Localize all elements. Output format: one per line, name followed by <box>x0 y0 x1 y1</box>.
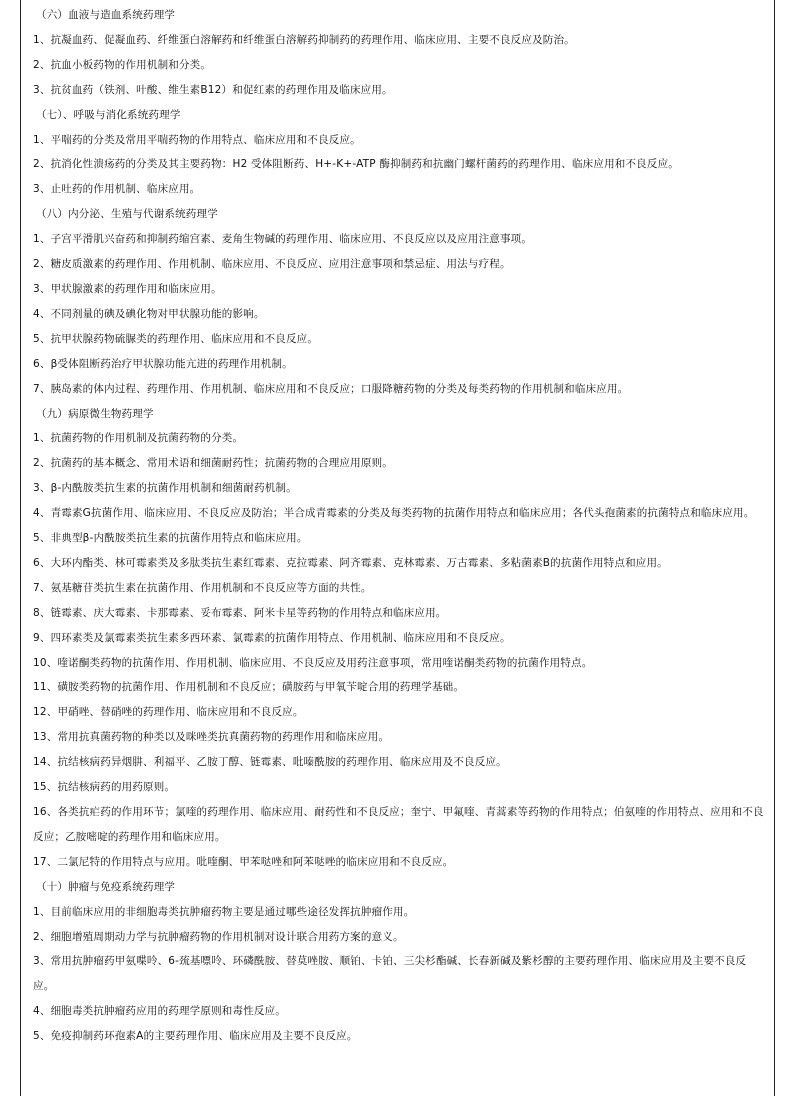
list-item: 7、氨基糖苷类抗生素在抗菌作用、作用机制和不良反应等方面的共性。 <box>33 581 372 594</box>
section-heading: （六）血液与造血系统药理学 <box>36 9 176 21</box>
list-item: 2、糖皮质激素的药理作用、作用机制、临床应用、不良反应、应用注意事项和禁忌症、用法与疗程。 <box>33 258 511 271</box>
section-heading: （九）病原微生物药理学 <box>36 407 154 420</box>
list-item: 12、甲硝唑、替硝唑的药理作用、临床应用和不良反应。 <box>33 706 304 719</box>
list-item: 5、非典型β-内酰胺类抗生素的抗菌作用特点和临床应用。 <box>33 532 308 545</box>
list-item: 7、胰岛素的体内过程、药理作用、作用机制、临床应用和不良反应；口服降糖药物的分类及每类药物的作用机制和临床应用。 <box>33 382 629 395</box>
section-heading: （七）、呼吸与消化系统药理学 <box>36 108 181 121</box>
list-item: 5、免疫抑制药环孢素A的主要药理作用、临床应用及主要不良反应。 <box>33 1030 358 1043</box>
list-item: 10、喹诺酮类药物的抗菌作用、作用机制、临床应用、不良反应及用药注意事项，常用喹诺酮类药物的抗菌作用特点。 <box>33 656 593 669</box>
list-item: 14、抗结核病药异烟肼、利福平、乙胺丁醇、链霉素、吡嗪酰胺的药理作用、临床应用及不良反应。 <box>33 756 507 769</box>
list-item: 2、抗菌药的基本概念、常用术语和细菌耐药性；抗菌药物的合理应用原则。 <box>33 457 393 470</box>
list-item: 1、抗凝血药、促凝血药、纤维蛋白溶解药和纤维蛋白溶解药抑制药的药理作用、临床应用、主要不良反应及防治。 <box>33 33 575 46</box>
list-item: 3、常用抗肿瘤药甲氨喋呤、6-巯基嘌呤、环磷酰胺、替莫唑胺、顺铂、卡铂、三尖杉酯碱、长春新碱及紫杉醇的主要药理作用、临床应用及主要不良反应。 <box>33 955 747 993</box>
list-item: 4、不同剂量的碘及碘化物对甲状腺功能的影响。 <box>33 307 265 320</box>
list-item: 17、二氯尼特的作用特点与应用。吡喹酮、甲苯哒唑和阿苯哒唑的临床应用和不良反应。 <box>33 855 454 868</box>
list-item: 2、抗血小板药物的作用机制和分类。 <box>33 58 212 71</box>
list-item: 16、各类抗疟药的作用环节；氯喹的药理作用、临床应用、耐药性和不良反应；奎宁、甲氟喹、青蒿素等药物的作用特点；伯氨喹的作用特点、应用和不良反应；乙胺嘧啶的药理作用和临床应用。 <box>33 806 764 843</box>
list-item: 2、抗消化性溃疡药的分类及其主要药物：H2 受体阻断药、H+-K+-ATP 酶抑制药和抗幽门螺杆菌药的药理作用、临床应用和不良反应。 <box>33 158 679 171</box>
list-item: 6、β受体阻断药治疗甲状腺功能亢进的药理作用机制。 <box>33 357 293 370</box>
list-item: 1、目前临床应用的非细胞毒类抗肿瘤药物主要是通过哪些途径发挥抗肿瘤作用。 <box>33 905 415 918</box>
list-item: 3、β-内酰胺类抗生素的抗菌作用机制和细菌耐药机制。 <box>33 482 297 495</box>
list-item: 6、大环内酯类、林可霉素类及多肽类抗生素红霉素、克拉霉素、阿齐霉素、克林霉素、万古霉素、多粘菌素B的抗菌作用特点和应用。 <box>33 556 668 569</box>
list-item: 13、常用抗真菌药物的种类以及咪唑类抗真菌药物的药理作用和临床应用。 <box>33 731 390 744</box>
list-item: 4、细胞毒类抗肿瘤药应用的药理学原则和毒性反应。 <box>33 1005 286 1018</box>
list-item: 3、抗贫血药（铁剂、叶酸、维生素B12）和促红素的药理作用及临床应用。 <box>33 83 393 96</box>
list-item: 1、平喘药的分类及常用平喘药物的作用特点、临床应用和不良反应。 <box>33 133 361 146</box>
list-item: 2、细胞增殖周期动力学与抗肿瘤药物的作用机制对设计联合用药方案的意义。 <box>33 930 404 943</box>
list-item: 4、青霉素G抗菌作用、临床应用、不良反应及防治；半合成青霉素的分类及每类药物的抗菌作用特点和临床应用；各代头孢菌素的抗菌特点和临床应用。 <box>33 507 755 520</box>
list-item: 11、磺胺类药物的抗菌作用、作用机制和不良反应；磺胺药与甲氧苄啶合用的药理学基础。 <box>33 681 465 694</box>
list-item: 5、抗甲状腺药物硫脲类的药理作用、临床应用和不良反应。 <box>33 332 319 345</box>
list-item: 3、甲状腺激素的药理作用和临床应用。 <box>33 282 222 295</box>
section-heading: （十）肿瘤与免疫系统药理学 <box>36 880 176 893</box>
list-item: 9、四环素类及氯霉素类抗生素多西环素、氯霉素的抗菌作用特点、作用机制、临床应用和不良反应。 <box>33 631 511 644</box>
list-item: 8、链霉素、庆大霉素、卡那霉素、妥布霉素、阿米卡星等药物的作用特点和临床应用。 <box>33 606 447 619</box>
list-item: 3、止吐药的作用机制、临床应用。 <box>33 183 201 196</box>
list-item: 1、子宫平滑肌兴奋药和抑制药缩宫素、麦角生物碱的药理作用、临床应用、不良反应以及应用注意事项。 <box>33 233 533 246</box>
list-item: 1、抗菌药物的作用机制及抗菌药物的分类。 <box>33 432 244 445</box>
section-heading: （八）内分泌、生殖与代谢系统药理学 <box>36 208 218 221</box>
list-item: 15、抗结核病药的用药原则。 <box>33 781 176 794</box>
document-body <box>33 3 765 1049</box>
